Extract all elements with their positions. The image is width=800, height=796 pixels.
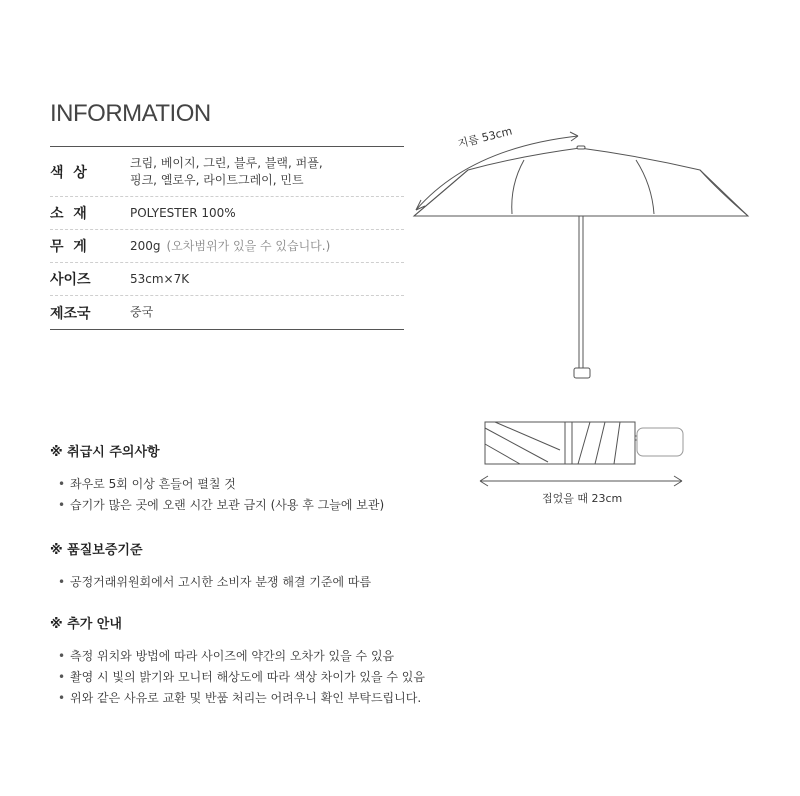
page-title: INFORMATION <box>50 100 211 127</box>
spec-value-size: 53cm×7K <box>130 271 190 286</box>
bullet-text: 좌우로 5회 이상 흔들어 펼칠 것 <box>70 477 236 491</box>
section-heading-quality: ※ 품질보증기준 <box>50 543 143 558</box>
bullet-text: 위와 같은 사유로 교환 및 반품 처리는 어려우니 확인 부탁드립니다. <box>70 691 422 705</box>
bullet-text: 촬영 시 빛의 밝기와 모니터 해상도에 따라 색상 차이가 있을 수 있음 <box>70 670 425 684</box>
bullet-text: 습기가 많은 곳에 오랜 시간 보관 금지 (사용 후 그늘에 보관) <box>70 498 385 512</box>
bullet-text: 공정거래위원회에서 고시한 소비자 분쟁 해결 기준에 따름 <box>70 575 372 589</box>
bullet-dot: • <box>58 649 66 663</box>
list-item <box>50 474 750 495</box>
spec-label-material: 소 재 <box>50 206 87 222</box>
weight-value: 200g <box>130 238 161 253</box>
diameter-label: 지름 53cm <box>456 124 514 151</box>
umbrella-shaft <box>579 216 583 368</box>
bullet-dot: • <box>58 477 66 491</box>
umbrella-handle <box>574 368 590 378</box>
section-extra <box>50 613 750 709</box>
spec-label-size: 사이즈 <box>50 272 91 288</box>
section-heading-extra: ※ 추가 안내 <box>50 617 122 632</box>
list-item <box>50 495 750 516</box>
open-umbrella-canopy <box>414 148 748 216</box>
spec-label-weight: 무 게 <box>50 239 87 255</box>
bullet-dot: • <box>58 691 66 705</box>
bullet-dot: • <box>58 498 66 512</box>
bullet-text: 측정 위치와 방법에 따라 사이즈에 약간의 오차가 있을 수 있음 <box>70 649 395 663</box>
bullet-dot: • <box>58 670 66 684</box>
section-handling <box>50 441 750 516</box>
spec-value-material: POLYESTER 100% <box>130 205 236 220</box>
umbrella-tip <box>577 146 585 149</box>
list-item <box>50 688 750 709</box>
section-heading-handling: ※ 취급시 주의사항 <box>50 445 160 460</box>
weight-note: (오차범위가 있을 수 있습니다.) <box>166 238 331 253</box>
spec-value-origin: 중국 <box>130 305 154 319</box>
list-item <box>50 667 750 688</box>
folded-length-label: 접었을 때 23cm <box>542 492 623 505</box>
color-list-line-1: 크림, 베이지, 그린, 블루, 블랙, 퍼플, <box>130 155 323 170</box>
list-item <box>50 646 750 667</box>
bullet-dot: • <box>58 575 66 589</box>
spec-label-color: 색 상 <box>50 164 87 181</box>
color-list-line-2: 핑크, 옐로우, 라이트그레이, 민트 <box>130 172 304 187</box>
spec-label-origin: 제조국 <box>50 305 91 322</box>
list-item <box>50 572 750 593</box>
section-quality <box>50 539 750 593</box>
